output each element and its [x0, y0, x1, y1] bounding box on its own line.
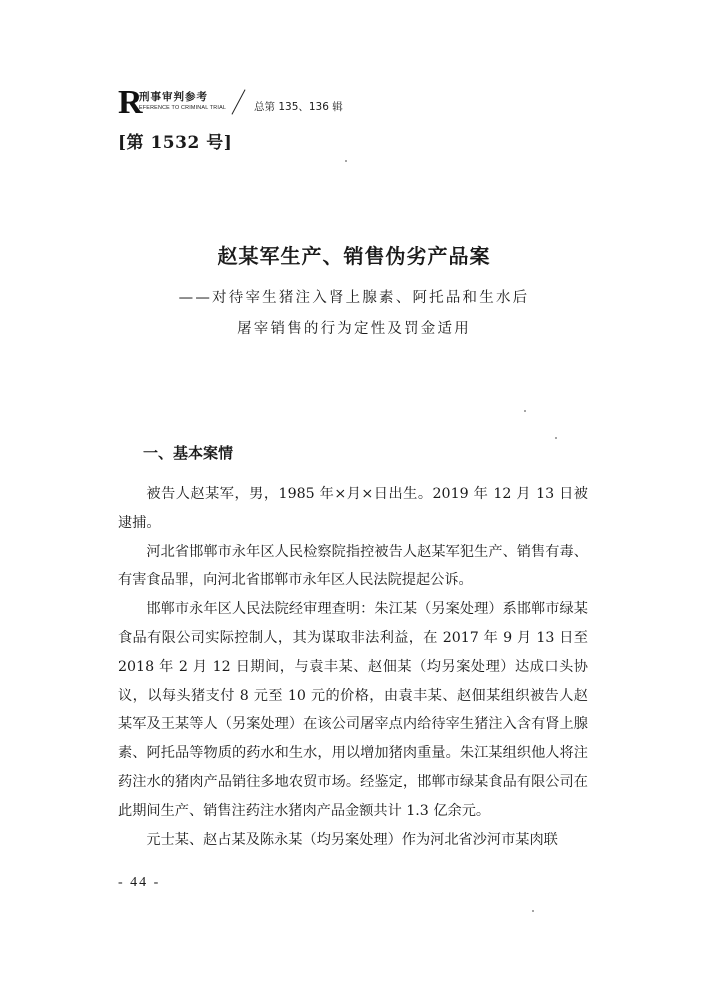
journal-logo-title: 刑事审判参考 [139, 91, 208, 103]
case-subtitle-line1: ——对待宰生猪注入肾上腺素、阿托品和生水后 [178, 290, 530, 306]
case-body [118, 480, 588, 854]
series-number: 总第 135、136 辑 [254, 101, 343, 113]
section-heading: 一、基本案情 [143, 444, 234, 462]
paragraph: 邯郸市永年区人民法院经审理查明：朱江某（另案处理）系邯郸市绿某食品有限公司实际控制人，其为谋取非法利益，在 2017 年 9 月 13 日至 2018 年 2 月 12 日期间，与袁丰某、赵佃某（均另案处理）达成口头协议，以每头猪支付 8 元至 10 元的价格，由袁丰某、赵佃某组织被告人赵某军及王某等人（另案处理）在该公司屠宰点内给待宰生猪注入含有肾上腺素、阿托品等物质的药水和生水，用以增加猪肉重量。朱江某组织他人将注药注水的猪肉产品销往多地农贸市场。经鉴定，邯郸市绿某食品有限公司在此期间生产、销售注药注水猪肉产品金额共计 1.3 亿余元。 [118, 601, 588, 819]
paragraph: 被告人赵某军，男，1985 年×月×日出生。2019 年 12 月 13 日被逮捕。 [118, 486, 588, 531]
scan-speck [345, 160, 347, 162]
journal-header [118, 86, 418, 120]
paragraph: 河北省邯郸市永年区人民检察院指控被告人赵某军犯生产、销售有毒、有害食品罪，向河北省邯郸市永年区人民法院提起公诉。 [118, 543, 588, 589]
header-divider [231, 89, 245, 114]
scan-speck [524, 410, 526, 412]
journal-logo-letter: R [118, 84, 143, 121]
paragraph: 元士某、赵占某及陈永某（均另案处理）作为河北省沙河市某肉联 [146, 831, 558, 848]
case-title: 赵某军生产、销售伪劣产品案 [217, 244, 491, 268]
scan-speck [532, 910, 534, 912]
case-number: [第 1532 号] [118, 133, 233, 153]
case-subtitle-line2: 屠宰销售的行为定性及罚金适用 [237, 321, 471, 337]
journal-logo-subtitle: EFERENCE TO CRIMINAL TRIAL [139, 105, 227, 111]
page-number: - 44 - [118, 875, 161, 890]
scan-speck [555, 437, 557, 439]
